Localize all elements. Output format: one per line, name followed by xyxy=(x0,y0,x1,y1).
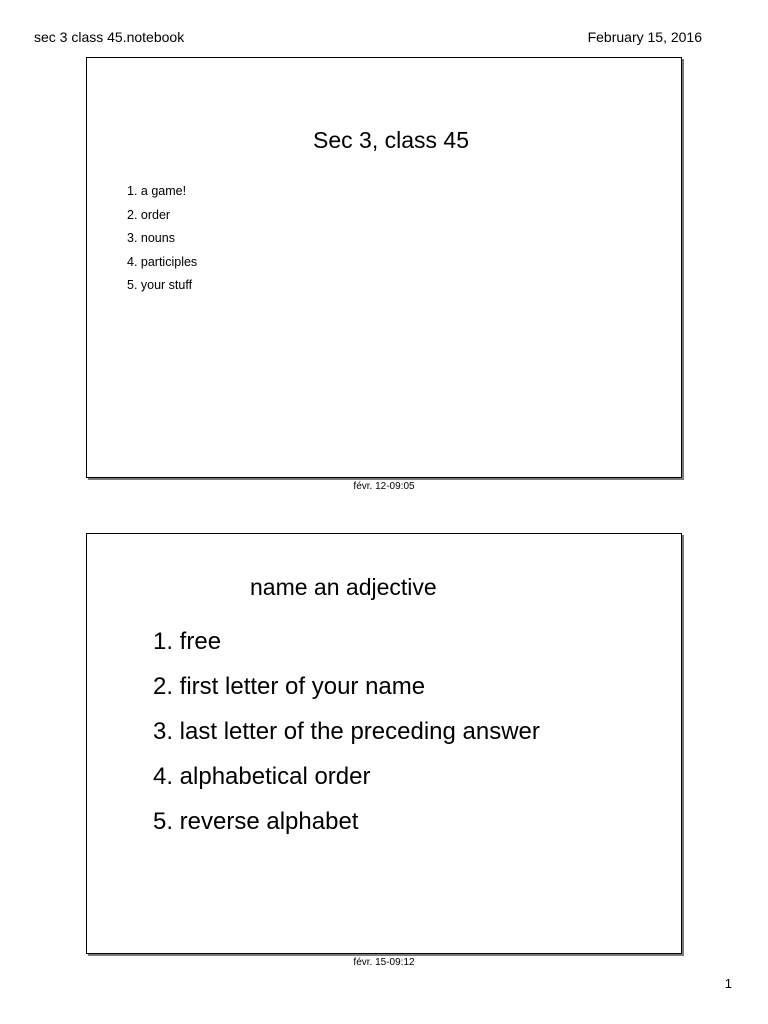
list-item: 3. nouns xyxy=(127,231,175,245)
page-number: 1 xyxy=(724,976,732,991)
slide-2 xyxy=(86,533,682,954)
slide-2-title: name an adjective xyxy=(250,574,437,600)
slide-2-timestamp: févr. 15-09:12 xyxy=(353,957,415,968)
slide-1-agenda-list xyxy=(127,183,197,301)
print-date: February 15, 2016 xyxy=(587,29,702,45)
list-item: 2. first letter of your name xyxy=(153,673,426,700)
list-item: 3. last letter of the preceding answer xyxy=(153,718,540,745)
slide-2-rules-list xyxy=(153,627,540,852)
notebook-filename: sec 3 class 45.notebook xyxy=(34,29,185,45)
list-item: 5. your stuff xyxy=(127,278,193,292)
list-item: 4. participles xyxy=(127,254,198,269)
list-item: 4. alphabetical order xyxy=(153,763,371,790)
list-item: 1. free xyxy=(153,628,222,655)
list-item: 1. a game! xyxy=(127,184,187,198)
slide-1 xyxy=(86,57,682,478)
slide-1-title: Sec 3, class 45 xyxy=(313,127,469,153)
slide-1-timestamp: févr. 12-09:05 xyxy=(353,481,415,492)
list-item: 5. reverse alphabet xyxy=(153,808,359,835)
list-item: 2. order xyxy=(127,207,171,222)
